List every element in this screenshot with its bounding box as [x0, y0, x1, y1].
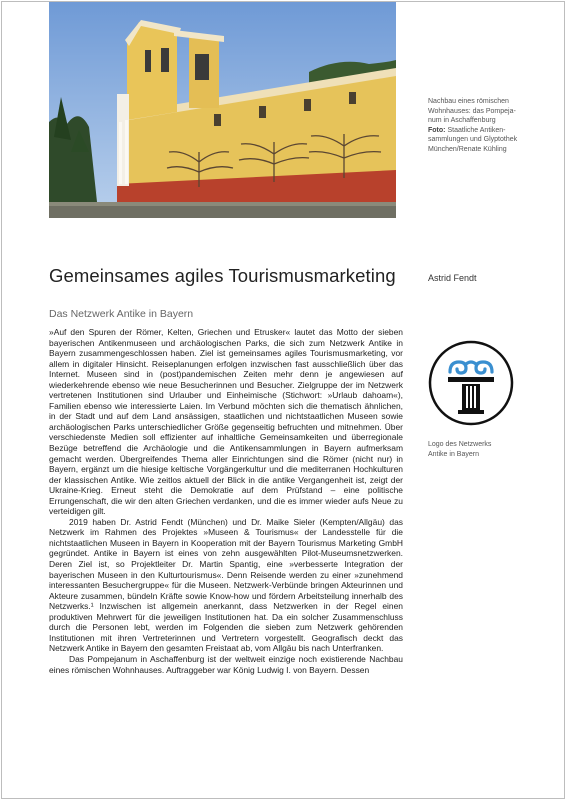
caption-credit [428, 126, 548, 136]
caption-line: Nachbau eines römischen [428, 98, 509, 105]
body-paragraph: Das Pompejanum in Aschaffenburg ist der weltweit einzige noch existierende Nachbau eines römischen Wohnhauses. Auftraggeber war König Ludwig I. von Bayern. Dessen [49, 653, 403, 675]
logo-caption [428, 440, 548, 459]
article-title: Gemeinsames agiles Tourismusmarketing [49, 265, 396, 286]
article-subtitle: Das Netzwerk Antike in Bayern [49, 308, 194, 320]
credit-label: Foto: [428, 126, 446, 134]
page [1, 1, 565, 799]
body-paragraph: 2019 haben Dr. Astrid Fendt (München) und Dr. Maike Sieler (Kempten/Allgäu) das Netzwerk im Rahmen des Projektes »Museen & Tourismus« der Landesstelle für die nichtstaatlichen Museen in Bayern in Kooperation mit der Bayern Tourismus Marketing GmbH gegründet. Antike in Bayern ist eines von zehn ausgewählten Pilot-Museumsnetzwerken. Deren Ziel ist, so Projektleiter Dr. Martin Spantig, eine »verbesserte Integration der bayerischen Museen in den Kulturtourismus«. Denn Reisende werden zu einer »zunehmend interessanten Besuchergruppe« für die Museen. Netzwerk-Verbünde bringen Akteurinnen und Akteure zusammen, bündeln Kräfte sowie Know-how und fördern Arbeitsteilung innerhalb des Netzwerks.¹ Inzwischen ist allgemein anerkannt, dass Netzwerken in der Regel einen produktiven Mehrwert für die jeweiligen Institutionen hat. Da ein solcher Zusammenschluss durch die Personen lebt, werden im Folgenden die sieben zum Netzwerk gehörenden Institutionen mit ihren Vertreterinnen und Vertretern vorgestellt. Geografisch deckt das Netzwerk Antike in Bayern den gesamten Freistaat ab, vom Allgäu bis nach Unterfranken. [49, 516, 403, 654]
caption-line: Antike in Bayern [428, 450, 479, 458]
credit-line: Staatliche Antiken- [447, 126, 506, 134]
caption-line: num in Aschaffenburg [428, 117, 496, 124]
body-paragraph: »Auf den Spuren der Römer, Kelten, Griechen und Etrusker« lautet das Motto der sieben bayerischen Antikenmuseen und archäologischen Parks, die sich zum Netzwerk Antike in Bayern zusammengeschlossen haben. Ziel ist gemeinsames agiles Tourismusmarketing, vor allem in digitaler Hinsicht. Reiseplanungen erfolgen inzwischen fast ausschließlich über das Internet. Museen sind in (post)pandemischen Zeiten mehr denn je angewiesen auf wiederkehrende ebenso wie neue Besucherinnen und Besucher. Zielgruppe der im Netzwerk vertretenen Institutionen sind Urlauber und Einheimische (Stichwort: »Urlaub dahoam«), Familien ebenso wie interessierte Laien. Im Verbund möchten sich die thematisch ähnlichen, in der Stadt und auf dem Land ansässigen, staatlichen und nichtstaatlichen Museen sowie archäologischen Parks unterschiedlicher Größe gegenseitig befruchten und mitnehmen. Über verschiedenste Medien soll effizienter auf inhaltliche Gemeinsamkeiten und überregionale Bezüge betreffend die Archäologie und die Antikensammlungen in Bayern aufmerksam gemacht werden. Übergreifendes Thema aller Einrichtungen sind die Römer (nicht nur) in Bayern, ergänzt um die hiesige keltische Vorgängerkultur und die mediterranen Hochkulturen der klassischen Antike. Wie zeitlos aktuell der Blick in die antike Vergangenheit ist, zeigt der Ukraine-Krieg. Erneut steht die Demokratie auf dem Prüfstand – eine politische Errungenschaft, die wir den alten Griechen verdanken, und die es immer wieder aufs Neue zu verteidigen gilt. [49, 327, 403, 517]
photo-caption [428, 97, 548, 154]
caption-line: Wohnhauses: das Pompeja- [428, 107, 516, 115]
network-logo [428, 340, 514, 426]
caption-line: Logo des Netzwerks [428, 441, 492, 448]
pompejanum-photo [49, 2, 396, 218]
caption-line: sammlungen und Glyptothek [428, 136, 518, 143]
pompejanum-photo-image [49, 2, 396, 218]
column-capital-icon [428, 340, 514, 426]
caption-line: München/Renate Kühling [428, 145, 507, 153]
article-body [49, 327, 403, 675]
article-author: Astrid Fendt [428, 273, 477, 283]
